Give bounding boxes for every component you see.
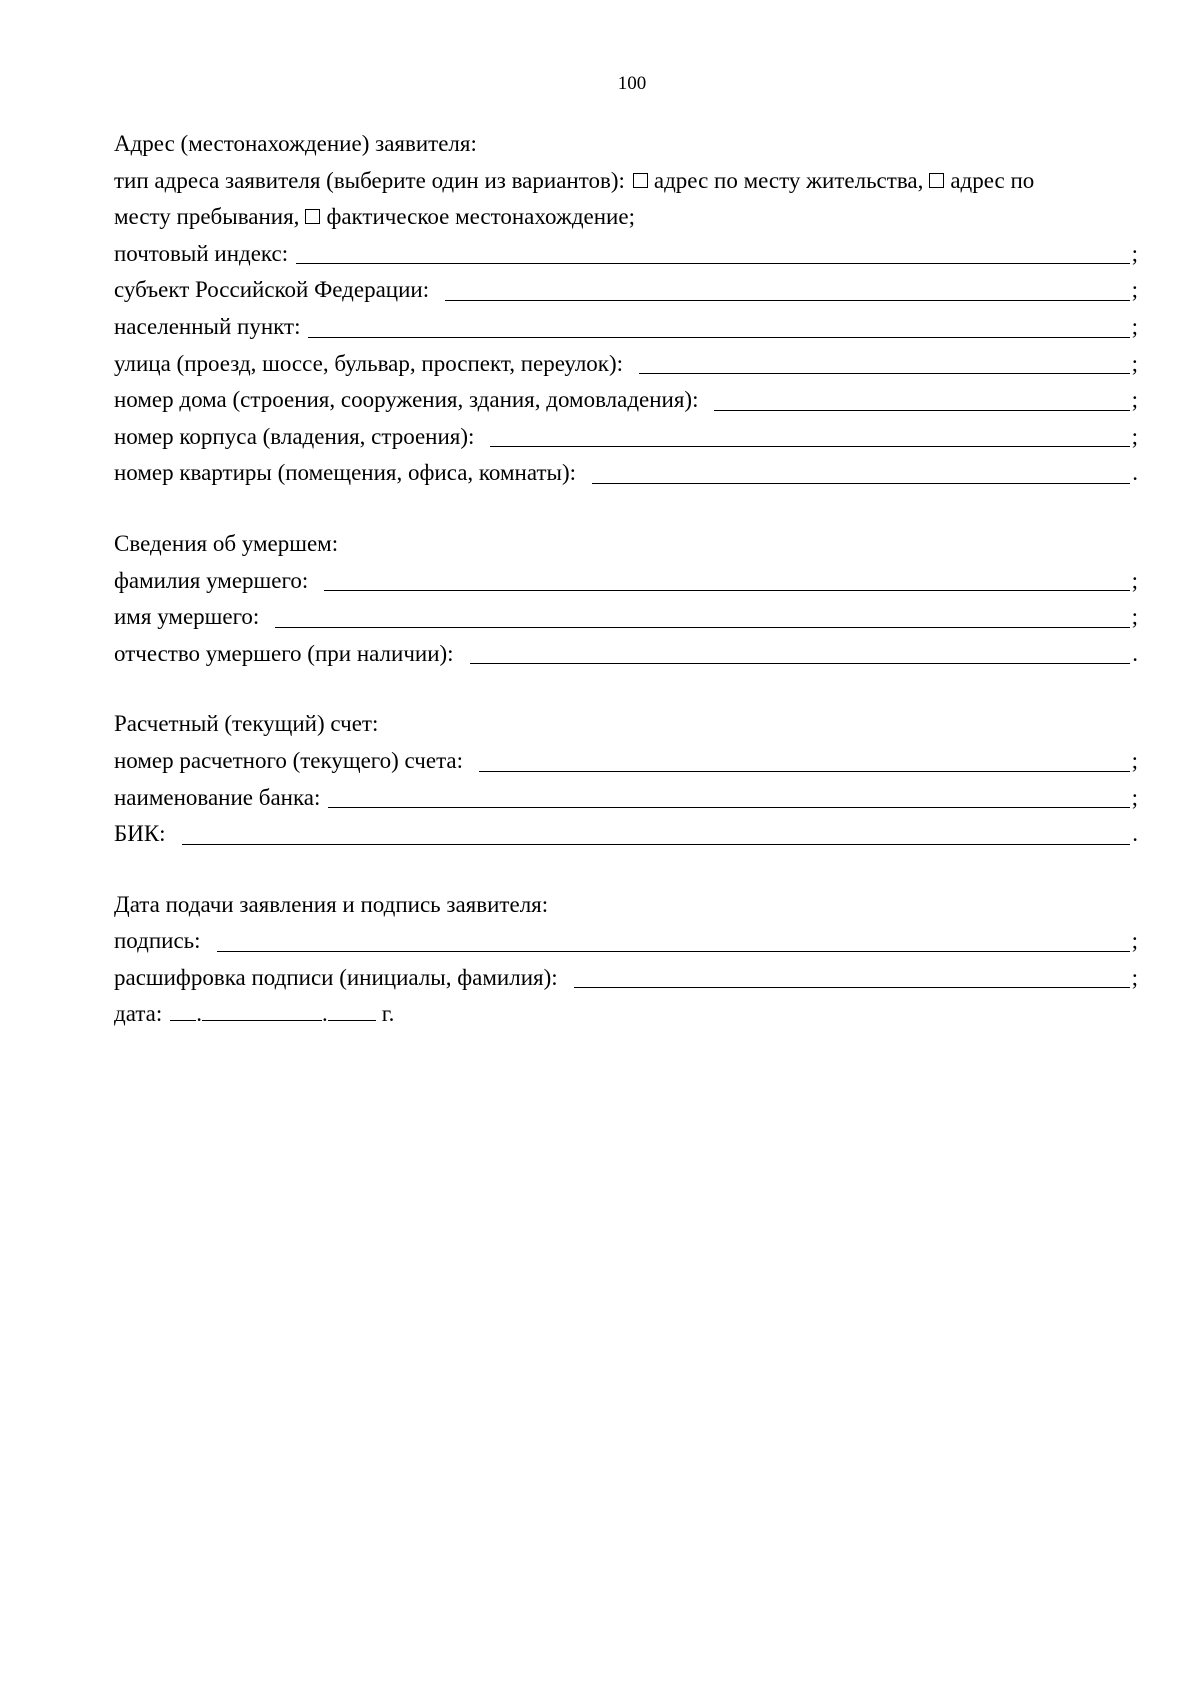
region-input[interactable] — [445, 280, 1129, 301]
apartment-input[interactable] — [592, 463, 1130, 484]
field-end: ; — [1131, 350, 1138, 376]
deceased-patronymic-input[interactable] — [470, 643, 1131, 664]
address-type-line-2 — [114, 199, 1138, 236]
field-end: ; — [1131, 423, 1138, 449]
date-year-input[interactable] — [328, 1000, 376, 1021]
field-end: ; — [1131, 240, 1138, 266]
page-number: 100 — [617, 73, 647, 94]
field-deceased-name — [114, 599, 1138, 636]
field-label: субъект Российской Федерации: — [114, 277, 430, 303]
deceased-name-input[interactable] — [275, 607, 1129, 628]
postal-code-input[interactable] — [296, 243, 1129, 264]
field-account-number — [114, 743, 1138, 780]
section-gap — [114, 492, 1138, 526]
deceased-heading — [114, 526, 1138, 563]
date-separator: . — [196, 1001, 202, 1027]
field-signature — [114, 923, 1138, 960]
deceased-surname-input[interactable] — [324, 570, 1129, 591]
field-apartment — [114, 455, 1138, 492]
field-end: ; — [1131, 928, 1138, 954]
field-label: населенный пункт: — [114, 313, 301, 339]
field-label: номер дома (строения, сооружения, здания, домовладения): — [114, 387, 699, 413]
field-deceased-patronymic — [114, 636, 1138, 673]
signature-decoding-input[interactable] — [574, 967, 1130, 988]
address-type-stay-label-start: адрес по — [950, 167, 1035, 193]
field-end: ; — [1131, 784, 1138, 810]
address-heading — [114, 126, 1138, 163]
field-end: ; — [1131, 277, 1138, 303]
field-house — [114, 382, 1138, 419]
field-label: улица (проезд, шоссе, бульвар, проспект, переулок): — [114, 350, 624, 376]
field-label: почтовый индекс: — [114, 240, 289, 266]
field-date — [114, 996, 1138, 1033]
field-label: имя умершего: — [114, 604, 260, 630]
field-label: номер квартиры (помещения, офиса, комнаты): — [114, 460, 576, 486]
checkbox-stay[interactable] — [929, 173, 944, 188]
field-end: ; — [1131, 313, 1138, 339]
field-street — [114, 346, 1138, 383]
field-region — [114, 272, 1138, 309]
signature-heading — [114, 887, 1138, 924]
locality-input[interactable] — [308, 317, 1129, 338]
date-month-input[interactable] — [202, 1000, 322, 1021]
date-suffix: г. — [381, 1001, 395, 1027]
account-heading-text: Расчетный (текущий) счет: — [114, 711, 379, 737]
field-postal-code — [114, 236, 1138, 273]
building-input[interactable] — [490, 426, 1129, 447]
checkbox-residence[interactable] — [633, 173, 648, 188]
section-gap — [114, 672, 1138, 706]
field-label: номер расчетного (текущего) счета: — [114, 747, 463, 773]
field-label: фамилия умершего: — [114, 567, 309, 593]
field-signature-decoding — [114, 960, 1138, 997]
address-type-prefix: тип адреса заявителя (выберите один из вариантов): — [114, 167, 625, 193]
field-building — [114, 419, 1138, 456]
checkbox-actual[interactable] — [305, 209, 320, 224]
street-input[interactable] — [639, 353, 1130, 374]
field-end: ; — [1131, 387, 1138, 413]
form-body — [114, 126, 1138, 1033]
field-label: подпись: — [114, 928, 201, 954]
field-end: ; — [1131, 747, 1138, 773]
field-deceased-surname — [114, 563, 1138, 600]
address-type-stay-label-end: месту пребывания, — [114, 204, 300, 230]
field-bank-name — [114, 780, 1138, 817]
field-end: ; — [1131, 604, 1138, 630]
bik-input[interactable] — [182, 824, 1131, 845]
field-label: номер корпуса (владения, строения): — [114, 423, 475, 449]
field-label: расшифровка подписи (инициалы, фамилия): — [114, 964, 558, 990]
section-gap — [114, 853, 1138, 887]
field-end: . — [1132, 640, 1138, 666]
signature-heading-text: Дата подачи заявления и подпись заявителя: — [114, 891, 549, 917]
address-heading-text: Адрес (местонахождение) заявителя: — [114, 131, 477, 156]
date-label: дата: — [114, 1001, 163, 1027]
date-day-input[interactable] — [170, 1000, 196, 1021]
field-end: . — [1132, 460, 1138, 486]
field-end: . — [1132, 821, 1138, 847]
date-separator: . — [322, 1001, 328, 1027]
address-type-line-1 — [114, 163, 1138, 200]
field-locality — [114, 309, 1138, 346]
field-bik — [114, 816, 1138, 853]
signature-input[interactable] — [217, 931, 1130, 952]
bank-name-input[interactable] — [328, 787, 1129, 808]
field-label: БИК: — [114, 821, 166, 847]
field-end: ; — [1131, 964, 1138, 990]
field-end: ; — [1131, 567, 1138, 593]
field-label: наименование банка: — [114, 784, 321, 810]
address-type-actual-label: фактическое местонахождение; — [326, 204, 635, 230]
house-input[interactable] — [714, 390, 1129, 411]
field-label: отчество умершего (при наличии): — [114, 640, 454, 666]
deceased-heading-text: Сведения об умершем: — [114, 530, 339, 556]
account-number-input[interactable] — [479, 751, 1130, 772]
account-heading — [114, 706, 1138, 743]
address-type-residence-label: адрес по месту жительства, — [653, 167, 924, 193]
